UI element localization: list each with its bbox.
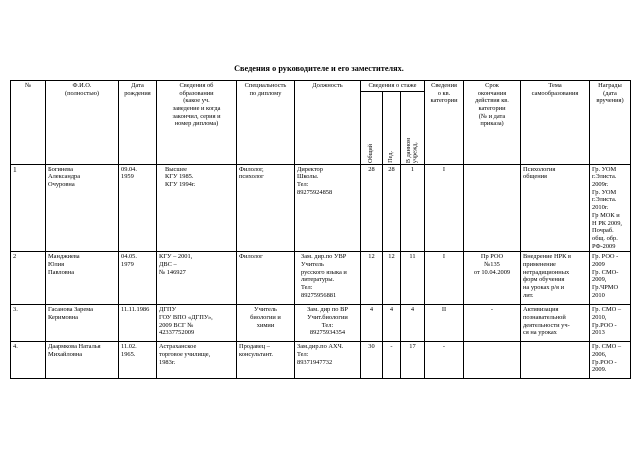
cell-category: - [425,342,464,379]
cell-category: I [425,252,464,305]
cell-topic [521,342,590,379]
cell-education: Астраханское торговое училище, 1983г. [157,342,237,379]
table-row [11,252,631,305]
cell-topic: Психология общения [521,164,590,252]
cell-exp-here: 1 [401,164,425,252]
cell-education: КГУ – 2001, ДВС – № 146927 [157,252,237,305]
cell-exp-here: 17 [401,342,425,379]
header-birth: Дата рождения [119,81,157,165]
cell-term: - [464,305,521,342]
header-exp-total: Общий [361,91,383,164]
cell-term: Пр РОО №135 от 10.04.2009 [464,252,521,305]
cell-birth: 11.11.1986 [119,305,157,342]
cell-term [464,164,521,252]
cell-exp-total: 4 [361,305,383,342]
cell-exp-total: 30 [361,342,383,379]
cell-position: Зам. дир.по УВР Учитель русского языка и литературы. Тел: 89275956881 [295,252,361,305]
cell-num: 4. [11,342,46,379]
cell-position: Зам.дир.по АХЧ. Тел: 89371947732 [295,342,361,379]
cell-specialty: Учитель биологии и химии [237,305,295,342]
header-exp-ped: Пед. [383,91,401,164]
cell-specialty: Филолог [237,252,295,305]
header-exp-here: В данном учрежд. [401,91,425,164]
cell-exp-ped: 4 [383,305,401,342]
cell-category: II [425,305,464,342]
cell-position: Директор Школы. Тел: 89275924858 [295,164,361,252]
cell-fio: Даармкова Наталья Михайловна [46,342,119,379]
cell-exp-here: 11 [401,252,425,305]
header-fio: Ф.И.О. (полностью) [46,81,119,165]
cell-birth: 11.02. 1965. [119,342,157,379]
header-num: № [11,81,46,165]
cell-awards: Гр. РОО - 2009 Гр. СМО- 2009, Гр.ЧРМО 2010 [590,252,631,305]
cell-exp-here: 4 [401,305,425,342]
cell-position: Зам. дир по ВР Учит.биологии Тел: 89275934354 [295,305,361,342]
cell-exp-ped: 12 [383,252,401,305]
cell-awards: Гр. СМО – 2006, Гр.РОО - 2009. [590,342,631,379]
document-title: Сведения о руководителе и его заместителях. [234,64,404,73]
cell-awards: Гр. СМО – 2010, Гр.РОО - 2013 [590,305,631,342]
cell-num: 2 [11,252,46,305]
cell-specialty: Филолог, психолог [237,164,295,252]
cell-education: Высшее КГУ 1985. КГУ 1994г. [157,164,237,252]
cell-num: 3. [11,305,46,342]
cell-exp-ped: - [383,342,401,379]
cell-category: I [425,164,464,252]
cell-birth: 04.05. 1979 [119,252,157,305]
cell-num: 1 [11,164,46,252]
cell-birth: 09.04. 1959 [119,164,157,252]
cell-exp-ped: 28 [383,164,401,252]
cell-term [464,342,521,379]
cell-topic: Активизация познавательной деятельности уч- ся на уроках [521,305,590,342]
cell-awards: Гр. УОМ г.Элиста. 2009г. Гр. УОМ г.Элиста. 2010г. Гр МОК и Н РК 2009, Почраб. общ. обр. РФ-2009 [590,164,631,252]
header-category: Сведения о кв. категории [425,81,464,165]
cell-exp-total: 12 [361,252,383,305]
cell-fio: Богинева Александра Очуровна [46,164,119,252]
header-position: Должность [295,81,361,165]
header-education: Сведения об образовании (какое уч. заведение и когда закончил, серия и номер диплома) [157,81,237,165]
staff-table [10,80,631,379]
cell-education: ДГПУ ГОУ ВПО «ДГПУ», 2009 ВСГ № 42337752009 [157,305,237,342]
header-experience: Сведения о стаже [361,81,425,92]
header-term: Срок окончания действия кв. категории (№ и дата приказа) [464,81,521,165]
header-specialty: Специальность по диплому [237,81,295,165]
cell-exp-total: 28 [361,164,383,252]
table-row [11,164,631,252]
cell-fio: Манджиева Юлия Павловна [46,252,119,305]
cell-topic: Внедрение НРК в применение нетрадиционных форм обучения на уроках р/я и лит. [521,252,590,305]
header-row [11,81,631,92]
table-row [11,305,631,342]
cell-fio: Гасанова Зарема Керимовна [46,305,119,342]
header-topic: Тема самообразования [521,81,590,165]
cell-specialty: Продавец – консультант. [237,342,295,379]
header-awards: Награды (дата вручения) [590,81,631,165]
table-row [11,342,631,379]
